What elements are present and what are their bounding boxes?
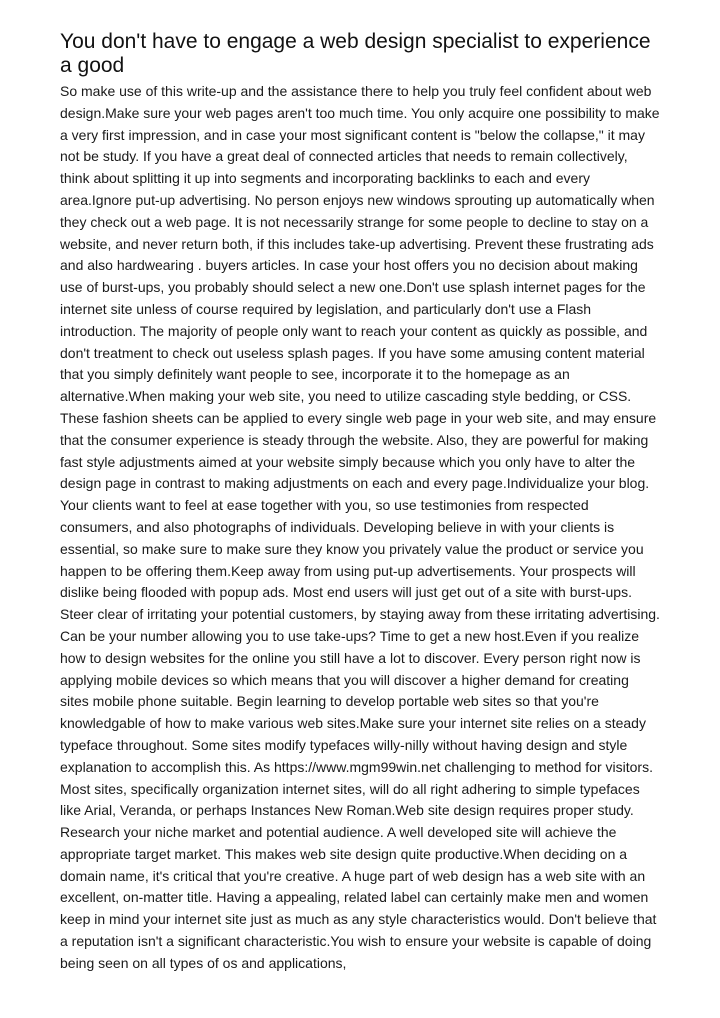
document-title: You don't have to engage a web design specialist to experience a good [60,30,651,77]
document-page [60,30,660,975]
document-body: So make use of this write-up and the assistance there to help you truly feel confident about web design.Make sure your web pages aren't too much time. You only acquire one possibility to make a very first impression, and in case your most significant content is "below the collapse," it may not be study. If you have a great deal of connected articles that needs to remain collectively, think about splitting it up into segments and incorporating backlinks to each and every area.Ignore put-up advertising. No person enjoys new windows sprouting up automatically when they check out a web page. It is not necessarily strange for some people to decline to stay on a website, and never return both, if this includes take-up advertising. Prevent these frustrating ads and also hardwearing . buyers articles. In case your host offers you no decision about making use of burst-ups, you probably should select a new one.Don't use splash internet pages for the internet site unless of course required by legislation, and particularly don't use a Flash introduction. The majority of people only want to reach your content as quickly as possible, and don't treatment to check out useless splash pages. If you have some amusing content material that you simply definitely want people to see, incorporate it to the homepage as an alternative.When making your web site, you need to utilize cascading style bedding, or CSS. These fashion sheets can be applied to every single web page in your web site, and may ensure that the consumer experience is steady through the website. Also, they are powerful for making fast style adjustments aimed at your website simply because which you only have to alter the design page in contrast to making adjustments on each and every page.Individualize your blog. Your clients want to feel at ease together with you, so use testimonies from respected consumers, and also photographs of individuals. Developing believe in with your clients is essential, so make sure to make sure they know you privately value the product or service you happen to be offering them.Keep away from using put-up advertisements. Your prospects will dislike being flooded with popup ads. Most end users will just get out of a site with burst-ups. Steer clear of irritating your potential customers, by staying away from these irritating advertising. Can be your number allowing you to use take-ups? Time to get a new host.Even if you realize how to design websites for the online you still have a lot to discover. Every person right now is applying mobile devices so which means that you will discover a higher demand for creating sites mobile phone suitable. Begin learning to develop portable web sites so that you're knowledgable of how to make various web sites.Make sure your internet site relies on a steady typeface throughout. Some sites modify typefaces willy-nilly without having design and style explanation to accomplish this. As https://www.mgm99win.net challenging to method for visitors. Most sites, specifically organization internet sites, will do all right adhering to simple typefaces like Arial, Veranda, or perhaps Instances New Roman.Web site design requires proper study. Research your niche market and potential audience. A well developed site will achieve the appropriate target market. This makes web site design quite productive.When deciding on a domain name, it's critical that you're creative. A huge part of web design has a web site with an excellent, on-matter title. Having a appealing, related label can certainly make men and women keep in mind your internet site just as much as any style characteristics would. Don't believe that a reputation isn't a significant characteristic.You wish to ensure your website is capable of doing being seen on all types of os and applications, [60,83,660,971]
